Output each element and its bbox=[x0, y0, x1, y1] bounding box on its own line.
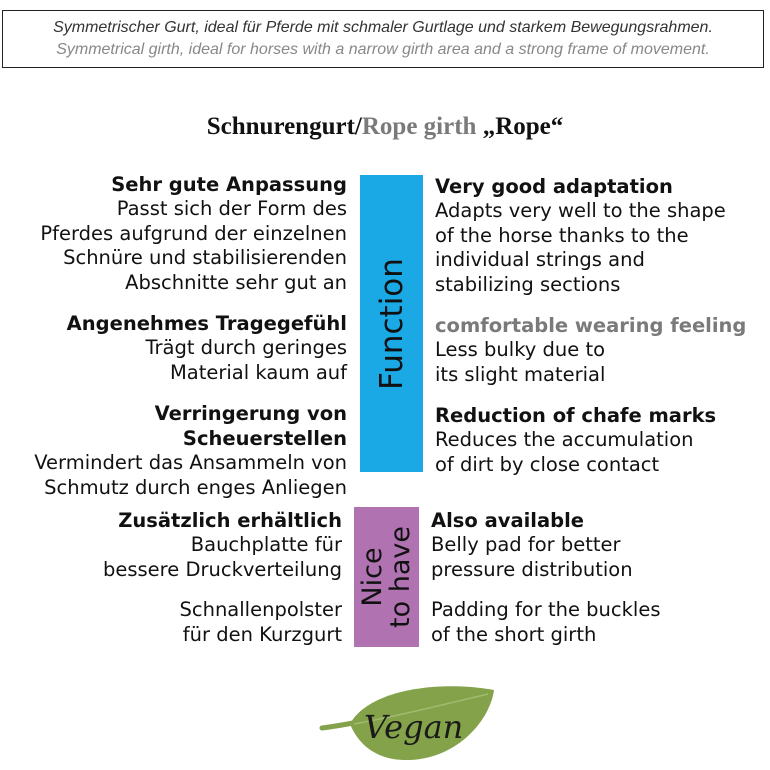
nice-label-line-2: to have bbox=[384, 526, 416, 628]
vegan-badge bbox=[318, 680, 498, 762]
feature-line: Abschnitte sehr gut an bbox=[125, 270, 347, 294]
feature-heading: Verringerung von Scheuerstellen bbox=[154, 402, 347, 450]
title-product-name: „Rope“ bbox=[476, 113, 564, 140]
extras-line: Schnallenpolster bbox=[179, 598, 342, 621]
feature-heading: Reduction of chafe marks bbox=[435, 404, 717, 427]
title-en: Rope girth bbox=[361, 113, 477, 140]
nice-to-have-label bbox=[356, 526, 416, 628]
extras-en-item-2 bbox=[431, 598, 660, 647]
feature-line: stabilizing sections bbox=[435, 272, 621, 296]
extras-line: Bauchplatte für bbox=[190, 533, 342, 556]
title-de: Schnurengurt/ bbox=[206, 113, 362, 140]
function-bar bbox=[360, 175, 423, 472]
extras-de bbox=[103, 508, 342, 582]
feature-heading: Sehr gute Anpassung bbox=[111, 173, 347, 196]
leaf-icon bbox=[318, 680, 498, 762]
extras-line: of the short girth bbox=[431, 622, 597, 646]
feature-line: Pferdes aufgrund der einzelnen bbox=[40, 221, 347, 245]
extras-line: pressure distribution bbox=[431, 557, 633, 581]
feature-de-chafe bbox=[0, 401, 347, 500]
feature-heading: comfortable wearing feeling bbox=[435, 314, 747, 337]
feature-en-chafe bbox=[435, 403, 716, 477]
vegan-label: Vegan bbox=[364, 708, 464, 746]
feature-line: Schmutz durch enges Anliegen bbox=[44, 475, 347, 499]
feature-line: Vermindert das Ansammeln von bbox=[34, 451, 347, 474]
intro-box bbox=[2, 10, 764, 68]
extras-line: bessere Druckverteilung bbox=[102, 557, 342, 581]
feature-heading: Angenehmes Tragegefühl bbox=[66, 312, 347, 335]
nice-to-have-bar bbox=[354, 507, 419, 647]
feature-line: of dirt by close contact bbox=[435, 452, 660, 476]
extras-heading: Also available bbox=[431, 509, 584, 532]
nice-label-line-1: Nice bbox=[356, 547, 388, 607]
function-label: Function bbox=[373, 257, 410, 390]
feature-line: Trägt durch geringes bbox=[145, 336, 347, 359]
feature-line: Schnüre und stabilisierenden bbox=[63, 246, 347, 269]
feature-line: Material kaum auf bbox=[169, 360, 347, 384]
intro-text-en: Symmetrical girth, ideal for horses with a narrow girth area and a strong frame of movement. bbox=[56, 41, 710, 58]
feature-line: Less bulky due to bbox=[435, 338, 606, 361]
feature-line: Reduces the accumulation bbox=[435, 428, 694, 451]
feature-line: Passt sich der Form des bbox=[116, 197, 347, 220]
intro-text-de: Symmetrischer Gurt, ideal für Pferde mit schmaler Gurtlage und starkem Bewegungsrahmen. bbox=[53, 19, 713, 36]
extras-heading: Zusätzlich erhältlich bbox=[118, 509, 342, 532]
feature-line: Adapts very well to the shape bbox=[435, 199, 726, 222]
feature-line: of the horse thanks to the bbox=[435, 223, 689, 247]
feature-line: individual strings and bbox=[435, 248, 645, 271]
extras-line: Belly pad for better bbox=[431, 533, 621, 556]
feature-heading: Very good adaptation bbox=[435, 175, 673, 198]
extras-line: für den Kurzgurt bbox=[182, 622, 342, 646]
extras-de-item-2 bbox=[179, 598, 342, 647]
feature-en-comfort bbox=[435, 313, 746, 387]
feature-de-comfort bbox=[67, 311, 347, 385]
page-title bbox=[0, 113, 770, 141]
feature-line: its slight material bbox=[435, 362, 606, 386]
extras-line: Padding for the buckles bbox=[431, 598, 661, 621]
extras-en bbox=[431, 508, 633, 582]
feature-de-adaptation bbox=[40, 172, 347, 295]
feature-en-adaptation bbox=[435, 174, 726, 297]
